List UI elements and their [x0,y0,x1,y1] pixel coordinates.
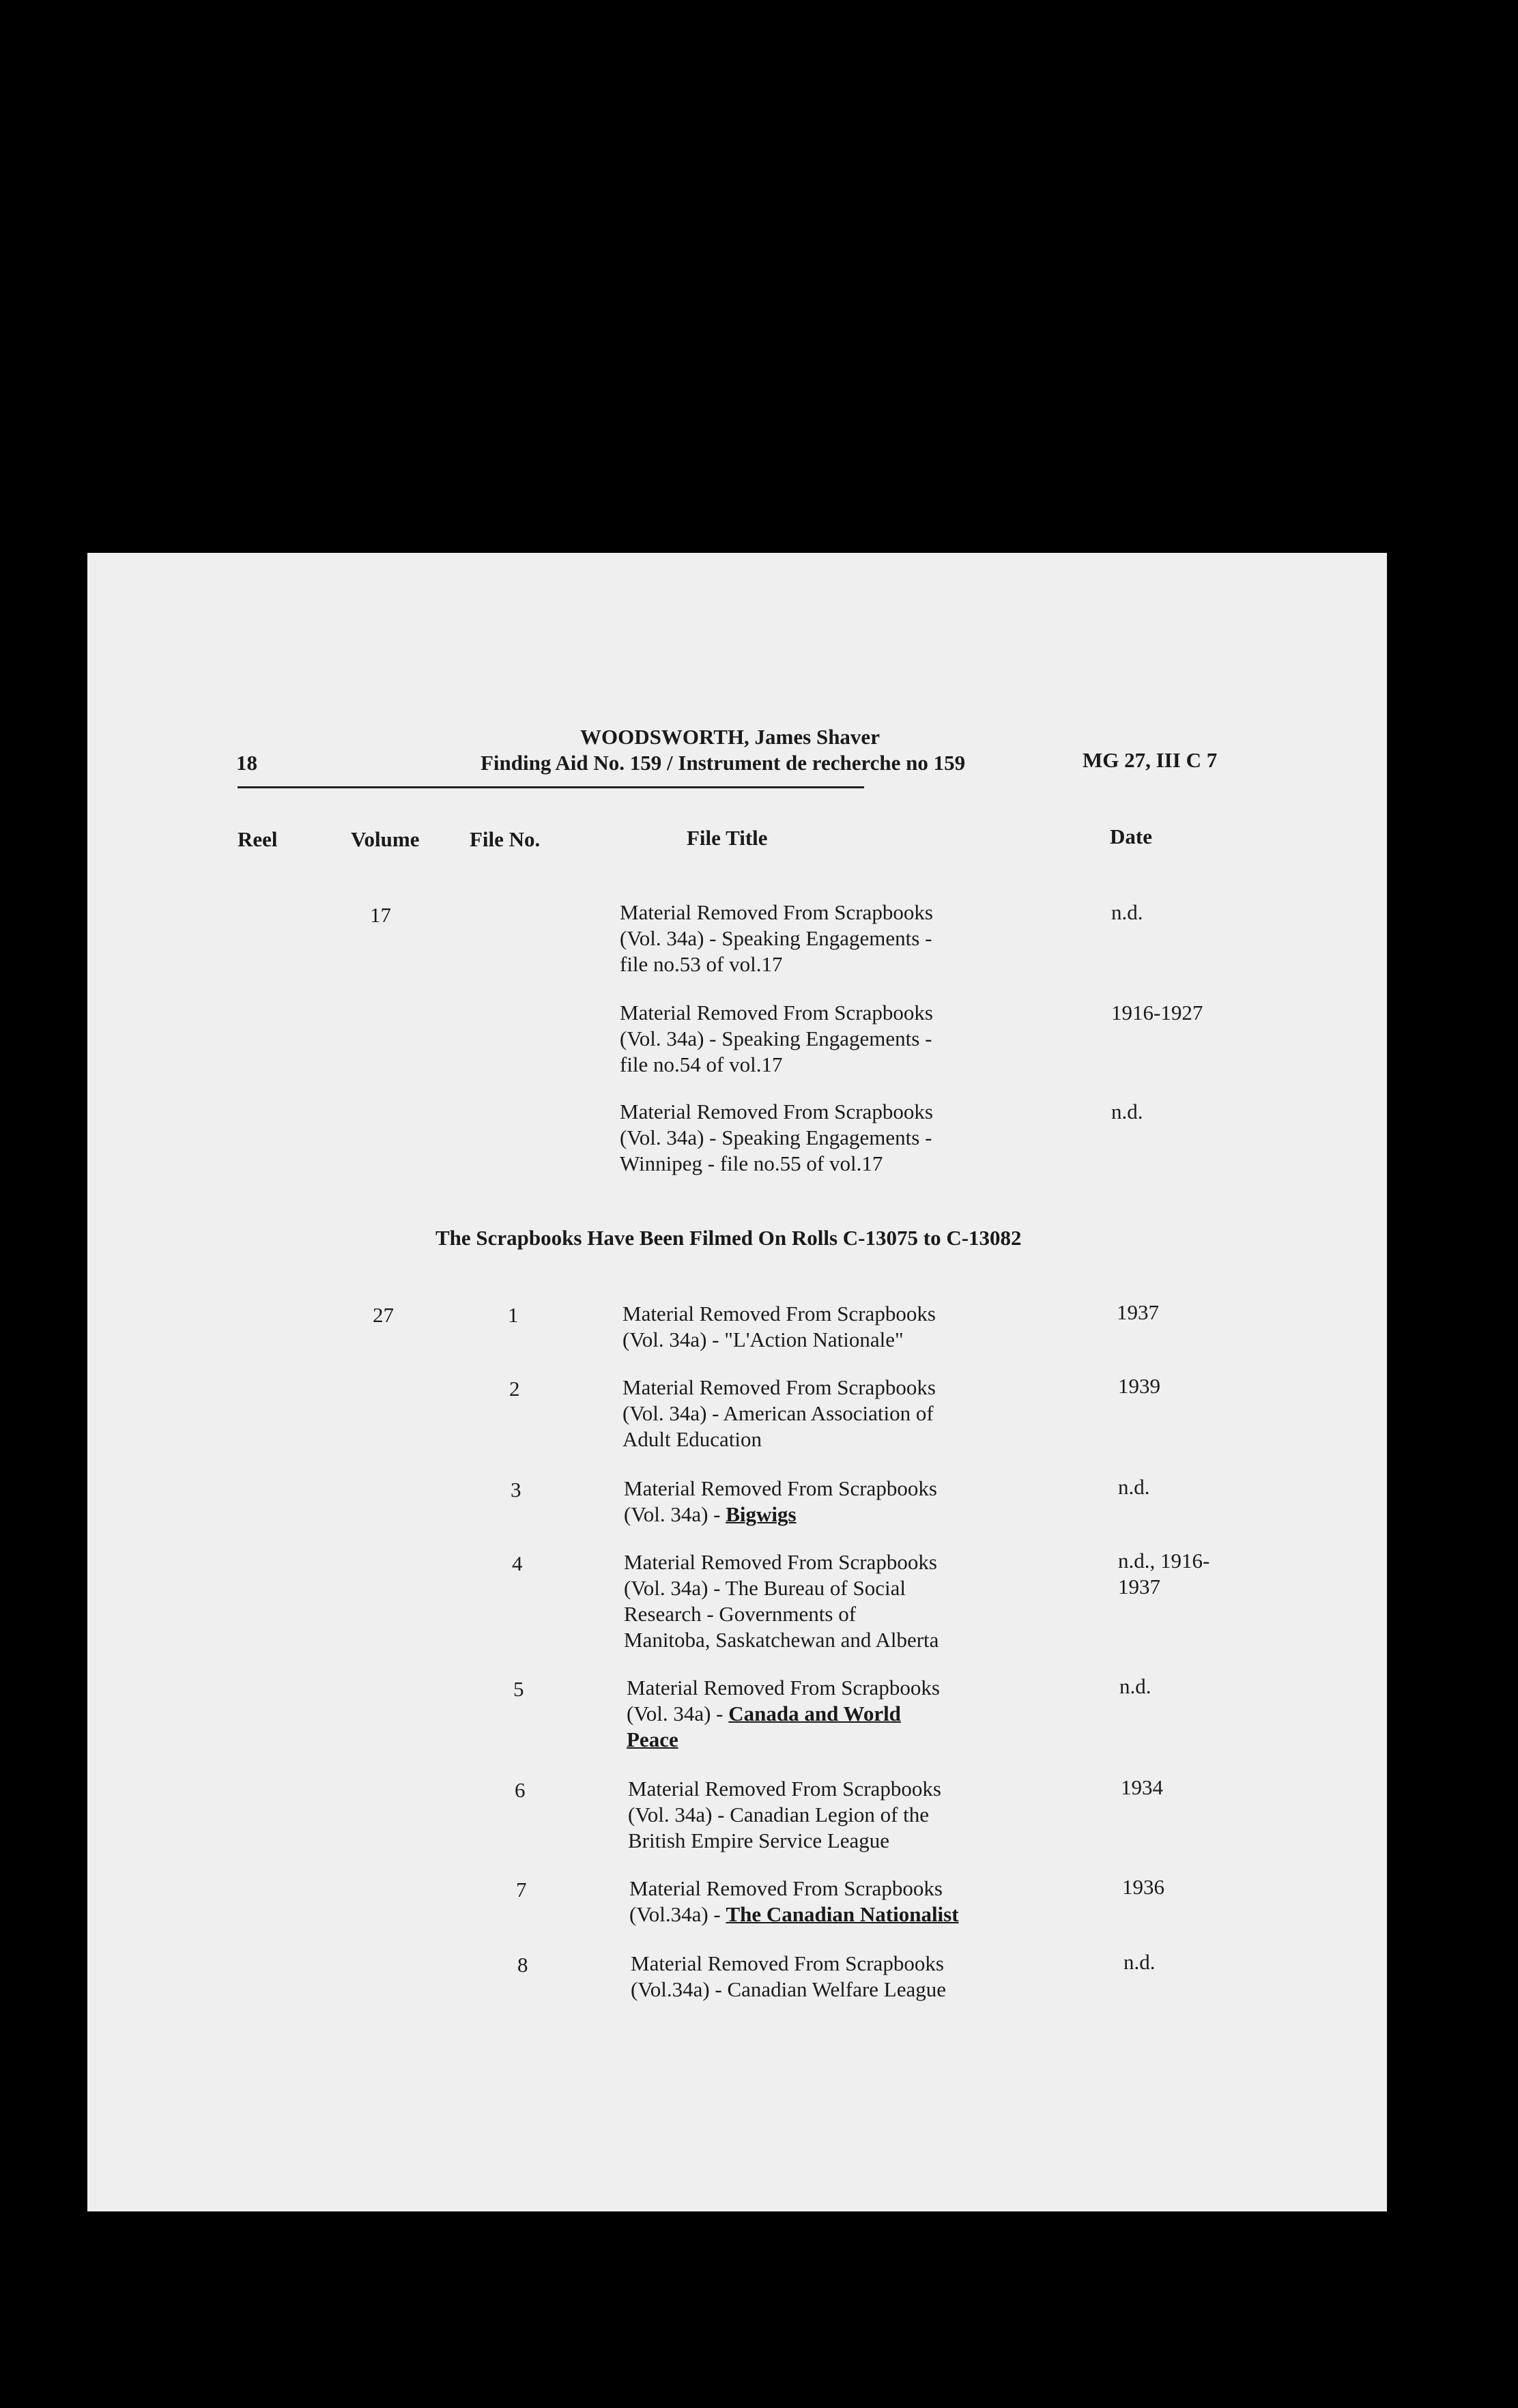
file-number: 6 [515,1778,526,1802]
col-file-no: File No. [470,827,541,851]
volume-27: 27 [373,1303,394,1327]
file-number: 1 [508,1303,519,1327]
date-value: n.d. [1118,1475,1150,1499]
date-value: n.d. [1123,1950,1156,1974]
document-page [87,553,1387,2211]
list-item: Material Removed From Scrapbooks (Vol. 34a) - The Bureau of Social Research - Governments of Manitoba, Saskatchewan and Alberta [624,1550,939,1652]
list-item: Material Removed From Scrapbooks (Vol. 34a) - Canadian Legion of the British Empire Service League [628,1777,941,1852]
underlined-title: The Canadian Nationalist [726,1902,959,1926]
file-number: 4 [512,1551,523,1575]
page-number: 18 [236,751,257,775]
header-rule [238,786,864,788]
date-value: 1936 [1122,1875,1164,1899]
list-item: Material Removed From Scrapbooks (Vol. 34a) - Speaking Engagements - file no.53 of vol.17 [620,900,933,976]
date-value: n.d. [1111,1100,1143,1123]
list-item: Material Removed From Scrapbooks (Vol. 34a) - "L'Action Nationale" [622,1302,936,1351]
col-volume: Volume [351,827,420,851]
date-value: 1937 [1117,1300,1159,1324]
reference-code: MG 27, III C 7 [1083,748,1218,772]
list-item: Material Removed From Scrapbooks (Vol.34a) - Canadian Welfare League [631,1951,947,2001]
file-number: 7 [516,1878,527,1902]
date-value: 1934 [1121,1775,1163,1799]
file-number: 5 [513,1677,524,1701]
list-item: Material Removed From Scrapbooks (Vol. 34a) - Speaking Engagements - Winnipeg - file no.55 of vol.17 [620,1100,933,1175]
date-value: 1916-1927 [1111,1001,1203,1024]
date-value: 1939 [1118,1374,1160,1398]
volume-17: 17 [370,903,391,927]
col-file-title: File Title [687,826,768,850]
file-number: 8 [517,1953,528,1977]
filming-note: The Scrapbooks Have Been Filmed On Rolls C-13075 to C-13082 [435,1226,1022,1250]
col-date: Date [1110,825,1152,848]
underlined-title: Bigwigs [726,1502,797,1526]
list-item: Material Removed From Scrapbooks (Vol. 34a) - Canada and World Peace [627,1676,940,1751]
creator-name: WOODSWORTH, James Shaver [580,725,880,749]
finding-aid-title: Finding Aid No. 159 / Instrument de recherche no 159 [481,751,966,775]
date-value: n.d. [1119,1674,1151,1698]
date-value: n.d., 1916- 1937 [1118,1549,1210,1599]
list-item: Material Removed From Scrapbooks (Vol. 34a) - Bigwigs [624,1476,937,1526]
underlined-title: Peace [627,1728,678,1751]
date-value: n.d. [1111,900,1143,924]
list-item: Material Removed From Scrapbooks (Vol.34a) - The Canadian Nationalist [629,1876,959,1926]
file-number: 2 [509,1377,520,1401]
file-number: 3 [511,1478,521,1502]
col-reel: Reel [238,827,278,851]
list-item: Material Removed From Scrapbooks (Vol. 34a) - American Association of Adult Education [622,1375,936,1451]
underlined-title: Canada and World [728,1702,901,1725]
list-item: Material Removed From Scrapbooks (Vol. 34a) - Speaking Engagements - file no.54 of vol.17 [620,1001,933,1076]
